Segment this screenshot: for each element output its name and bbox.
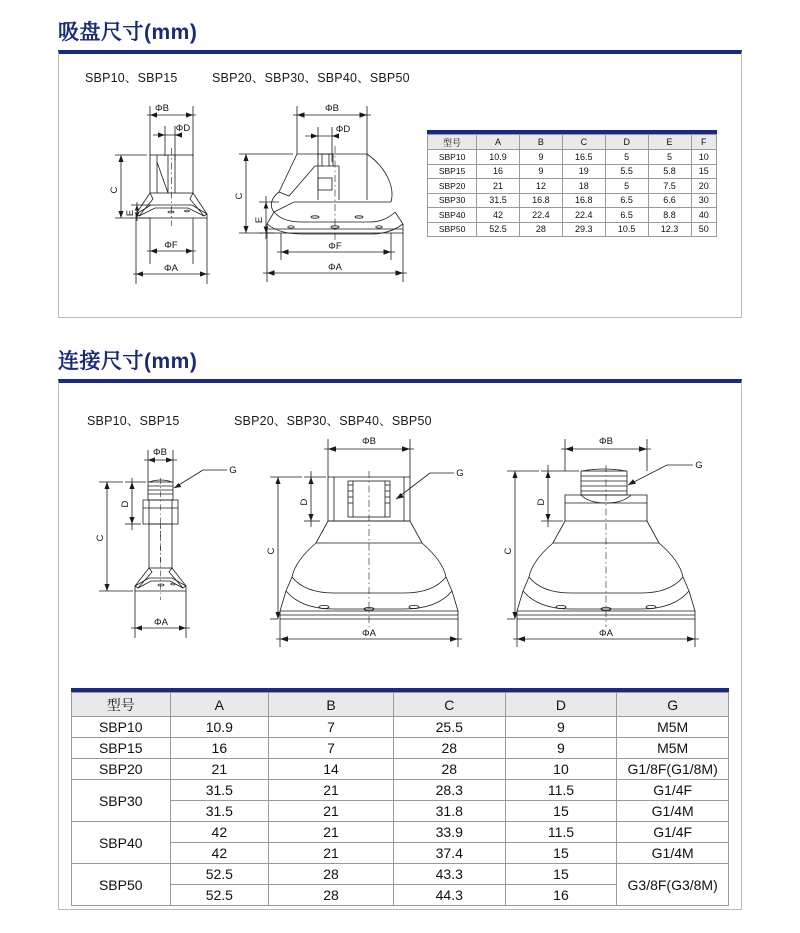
cell-c: 33.9: [393, 822, 505, 843]
svg-text:ΦA: ΦA: [362, 628, 376, 639]
cell-model: SBP10: [428, 150, 477, 165]
cell-f: 15: [691, 164, 717, 179]
col-header-e: E: [648, 135, 691, 150]
table-row: [72, 801, 729, 822]
cell-b: 28: [269, 885, 394, 906]
cell-c: 28.3: [393, 780, 505, 801]
svg-text:ΦD: ΦD: [175, 123, 191, 134]
drawing-connection-female: [254, 425, 484, 655]
cell-model: SBP10: [72, 717, 171, 738]
col-header-model: 型号: [72, 693, 171, 717]
cell-model: SBP15: [72, 738, 171, 759]
cell-d: 16: [505, 885, 617, 906]
cell-d: 6.5: [605, 208, 648, 223]
cell-model: SBP15: [428, 164, 477, 179]
svg-text:ΦA: ΦA: [164, 263, 178, 274]
cell-g: G1/4M: [617, 843, 729, 864]
cell-c: 16.5: [562, 150, 605, 165]
cell-d: 11.5: [505, 780, 617, 801]
cell-a: 42: [170, 822, 269, 843]
cell-c: 22.4: [562, 208, 605, 223]
svg-text:ΦA: ΦA: [154, 617, 168, 628]
cell-f: 30: [691, 193, 717, 208]
cell-f: 10: [691, 150, 717, 165]
cell-g: M5M: [617, 717, 729, 738]
cell-model: SBP50: [72, 864, 171, 906]
cell-d: 10: [505, 759, 617, 780]
cell-model: SBP40: [72, 822, 171, 864]
panel-connection-dimensions: [58, 379, 742, 910]
cell-d: 15: [505, 843, 617, 864]
svg-text:ΦA: ΦA: [328, 262, 342, 273]
cell-c: 37.4: [393, 843, 505, 864]
cell-d: 5: [605, 179, 648, 194]
col-header-b: B: [269, 693, 394, 717]
svg-text:C: C: [234, 192, 245, 200]
svg-text:ΦB: ΦB: [325, 103, 339, 114]
col-header-c: C: [562, 135, 605, 150]
drawing-label-sbp20-50-upper: SBP20、SBP30、SBP40、SBP50: [212, 71, 410, 85]
table-row: [428, 222, 717, 237]
cell-b: 7: [269, 738, 394, 759]
section-title-cup-dimensions: 吸盘尺寸(mm): [58, 21, 198, 44]
table-row: [72, 717, 729, 738]
svg-text:ΦB: ΦB: [599, 436, 613, 447]
svg-text:C: C: [266, 547, 277, 555]
col-header-b: B: [520, 135, 563, 150]
svg-text:C: C: [109, 186, 120, 194]
cell-a: 31.5: [477, 193, 520, 208]
cell-b: 9: [520, 164, 563, 179]
cell-e: 5.8: [648, 164, 691, 179]
drawing-connection-male: [491, 425, 721, 655]
svg-text:ΦF: ΦF: [164, 240, 178, 251]
svg-text:D: D: [120, 500, 131, 508]
cell-a: 10.9: [170, 717, 269, 738]
cell-a: 52.5: [170, 885, 269, 906]
cell-d: 10.5: [605, 222, 648, 237]
svg-text:ΦF: ΦF: [328, 241, 342, 252]
table-row: [72, 864, 729, 885]
cell-d: 15: [505, 864, 617, 885]
col-header-d: D: [505, 693, 617, 717]
section-title-connection-dimensions: 连接尺寸(mm): [58, 350, 198, 373]
table-cup-dimensions: [427, 134, 717, 237]
cell-e: 5: [648, 150, 691, 165]
cell-e: 8.8: [648, 208, 691, 223]
cell-a: 16: [477, 164, 520, 179]
cell-b: 21: [269, 780, 394, 801]
cell-a: 52.5: [477, 222, 520, 237]
svg-text:C: C: [503, 547, 514, 555]
cell-b: 28: [269, 864, 394, 885]
drawing-label-sbp20-50-lower: SBP20、SBP30、SBP40、SBP50: [234, 414, 432, 428]
svg-text:ΦA: ΦA: [599, 628, 613, 639]
cell-e: 7.5: [648, 179, 691, 194]
svg-text:E: E: [125, 209, 136, 217]
svg-text:D: D: [536, 498, 547, 506]
cell-c: 28: [393, 738, 505, 759]
cell-d: 9: [505, 717, 617, 738]
cell-model: SBP30: [72, 780, 171, 822]
drawing-cup-sbp20-50: [219, 96, 449, 296]
cell-d: 6.5: [605, 193, 648, 208]
cell-b: 21: [269, 801, 394, 822]
cell-model: SBP30: [428, 193, 477, 208]
cell-g: G1/4F: [617, 780, 729, 801]
svg-text:C: C: [95, 534, 106, 542]
cell-b: 12: [520, 179, 563, 194]
cell-model: SBP20: [72, 759, 171, 780]
cell-g: G1/4M: [617, 801, 729, 822]
cell-b: 7: [269, 717, 394, 738]
cell-d: 5: [605, 150, 648, 165]
svg-text:D: D: [299, 498, 310, 506]
panel-cup-dimensions: [58, 50, 742, 318]
cell-b: 16.8: [520, 193, 563, 208]
cell-model: SBP20: [428, 179, 477, 194]
table-row: [72, 738, 729, 759]
drawing-label-sbp10-15-upper: SBP10、SBP15: [85, 71, 178, 85]
cell-c: 25.5: [393, 717, 505, 738]
cell-d: 11.5: [505, 822, 617, 843]
cell-a: 10.9: [477, 150, 520, 165]
drawing-label-sbp10-15-lower: SBP10、SBP15: [87, 414, 180, 428]
cell-c: 16.8: [562, 193, 605, 208]
cell-b: 14: [269, 759, 394, 780]
cell-g: M5M: [617, 738, 729, 759]
cell-d: 5.5: [605, 164, 648, 179]
table-row: [72, 843, 729, 864]
cell-e: 12.3: [648, 222, 691, 237]
svg-text:ΦD: ΦD: [335, 124, 351, 135]
svg-text:G: G: [229, 465, 237, 476]
col-header-g: G: [617, 693, 729, 717]
col-header-a: A: [170, 693, 269, 717]
cell-g: G3/8F(G3/8M): [617, 864, 729, 906]
table-row: [72, 822, 729, 843]
svg-text:ΦB: ΦB: [155, 103, 169, 114]
col-header-model: 型号: [428, 135, 477, 150]
cell-model: SBP40: [428, 208, 477, 223]
svg-text:G: G: [695, 460, 703, 471]
table-row: [72, 780, 729, 801]
col-header-a: A: [477, 135, 520, 150]
cell-e: 6.6: [648, 193, 691, 208]
table-row: [428, 150, 717, 165]
cell-d: 9: [505, 738, 617, 759]
cell-c: 19: [562, 164, 605, 179]
cell-c: 28: [393, 759, 505, 780]
cell-a: 21: [170, 759, 269, 780]
svg-text:ΦB: ΦB: [362, 436, 376, 447]
cell-a: 52.5: [170, 864, 269, 885]
svg-text:E: E: [254, 216, 265, 224]
cell-c: 44.3: [393, 885, 505, 906]
table-header-row: [72, 693, 729, 717]
cell-a: 42: [477, 208, 520, 223]
cell-c: 29.3: [562, 222, 605, 237]
cell-g: G1/8F(G1/8M): [617, 759, 729, 780]
svg-text:ΦB: ΦB: [153, 447, 167, 458]
table-connection-dimensions-wrap: [71, 688, 729, 906]
cell-b: 22.4: [520, 208, 563, 223]
table-cup-dimensions-wrap: [427, 130, 717, 237]
cell-b: 21: [269, 843, 394, 864]
svg-text:G: G: [456, 468, 464, 479]
table-row: [428, 179, 717, 194]
cell-d: 15: [505, 801, 617, 822]
table-header-row: [428, 135, 717, 150]
cell-a: 31.5: [170, 801, 269, 822]
table-row: [428, 193, 717, 208]
table-connection-dimensions: [71, 692, 729, 906]
table-row: [72, 759, 729, 780]
cell-a: 16: [170, 738, 269, 759]
col-header-f: F: [691, 135, 717, 150]
cell-c: 31.8: [393, 801, 505, 822]
cell-f: 20: [691, 179, 717, 194]
cell-model: SBP50: [428, 222, 477, 237]
cell-c: 18: [562, 179, 605, 194]
cell-a: 31.5: [170, 780, 269, 801]
cell-b: 21: [269, 822, 394, 843]
col-header-c: C: [393, 693, 505, 717]
cell-a: 42: [170, 843, 269, 864]
drawing-connection-sbp10-15: [85, 438, 255, 653]
col-header-d: D: [605, 135, 648, 150]
table-row: [428, 208, 717, 223]
cell-f: 50: [691, 222, 717, 237]
cell-c: 43.3: [393, 864, 505, 885]
cell-g: G1/4F: [617, 822, 729, 843]
cell-a: 21: [477, 179, 520, 194]
cell-b: 28: [520, 222, 563, 237]
cell-f: 40: [691, 208, 717, 223]
table-row: [428, 164, 717, 179]
cell-b: 9: [520, 150, 563, 165]
